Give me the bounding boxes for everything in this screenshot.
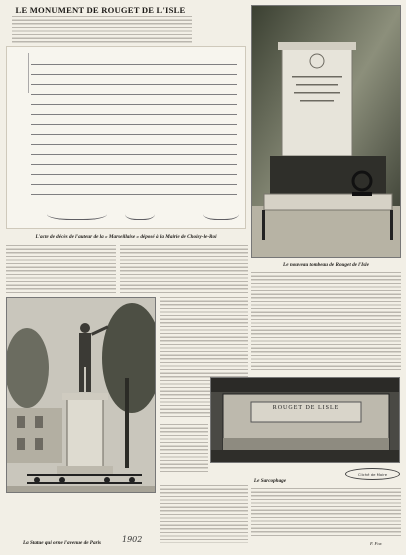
sarcophagus-caption: Le Sarcophage — [253, 478, 287, 484]
statue-photo — [6, 297, 156, 493]
sarcophagus-illustration — [211, 378, 400, 463]
tomb-illustration — [252, 6, 401, 258]
certificate-signature — [125, 206, 155, 220]
certificate-handwriting — [31, 57, 237, 197]
statue-illustration — [7, 298, 156, 493]
article-body-text — [160, 424, 208, 474]
article-body-text — [251, 272, 401, 370]
intro-text — [12, 16, 192, 43]
article-title: LE MONUMENT DE ROUGET DE L'ISLE — [15, 5, 186, 15]
author-signature: F. Fox — [370, 541, 382, 546]
handwritten-year: 1902 — [122, 535, 143, 544]
certificate-margin-note — [11, 53, 29, 93]
certificate-signature — [47, 206, 107, 220]
article-body-text — [6, 245, 116, 293]
death-certificate — [6, 46, 246, 229]
article-body-text — [251, 488, 401, 538]
tomb-caption: Le nouveau tombeau de Rouget de l'Isle — [283, 262, 369, 268]
photo-credit: Cliché de Moire — [345, 468, 400, 480]
certificate-signature — [203, 206, 239, 220]
statue-caption: La Statue qui orne l'avenue de Paris — [22, 540, 102, 546]
article-body-text — [160, 485, 248, 543]
certificate-caption: L'acte de décès de l'auteur de la « Marseillaise » déposé à la Mairie de Choisy-le-Roi — [35, 234, 217, 240]
tomb-photo — [251, 5, 401, 258]
sarcophagus-inscription: ROUGET DE LISLE — [272, 405, 340, 411]
article-body-text — [120, 245, 248, 293]
sarcophagus-photo — [210, 377, 400, 463]
